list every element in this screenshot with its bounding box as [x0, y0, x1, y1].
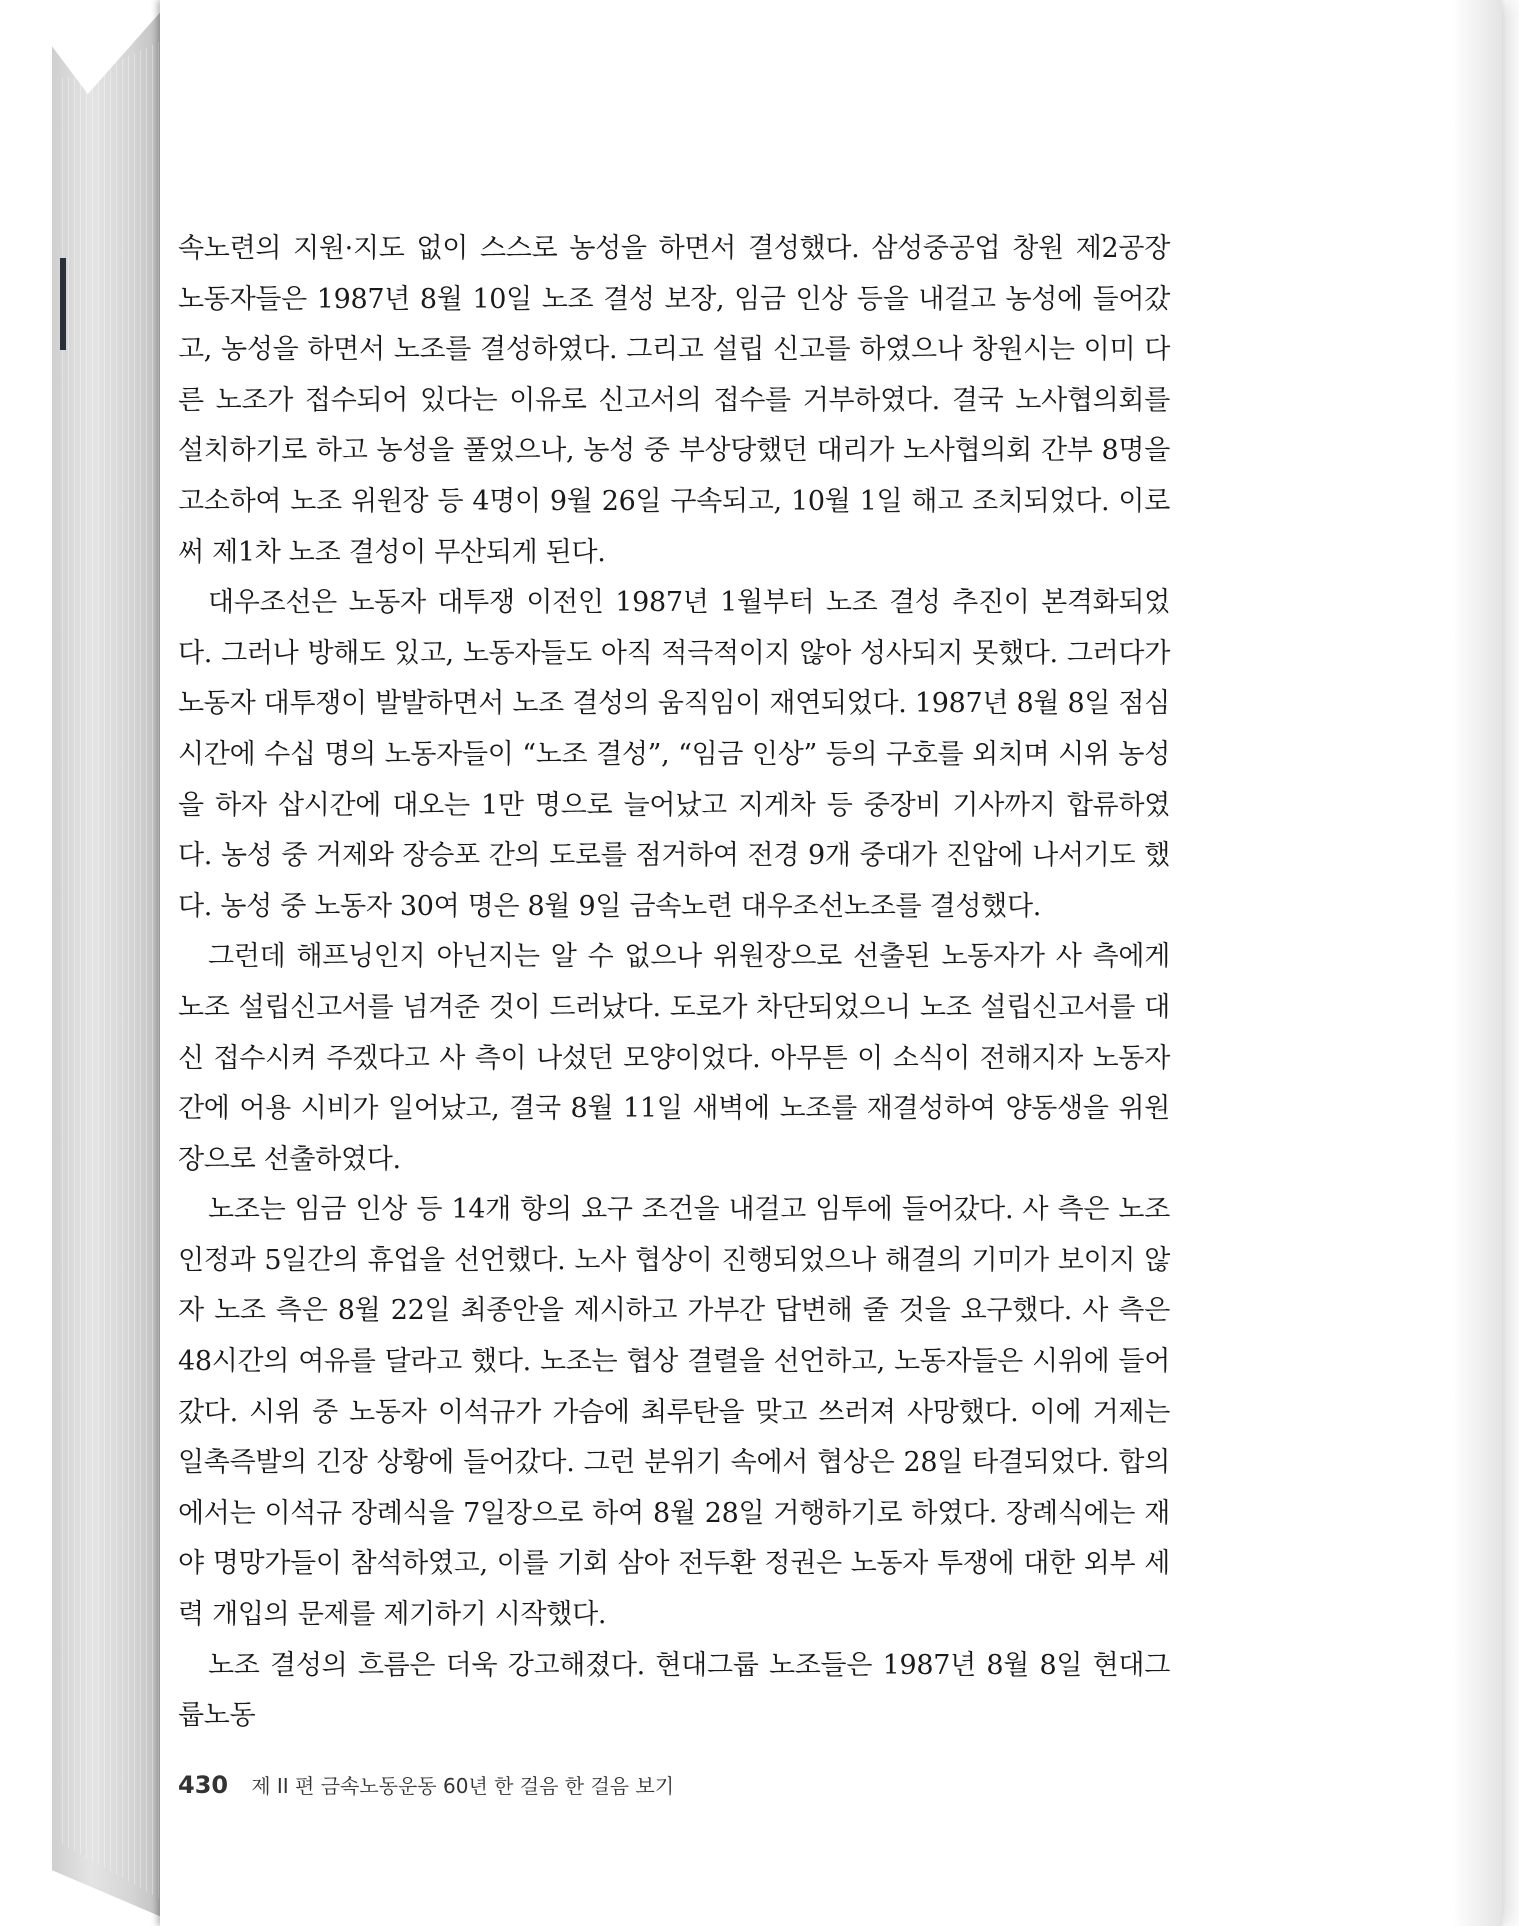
paragraph-5: 노조 결성의 흐름은 더욱 강고해졌다. 현대그룹 노조들은 1987년 8월 8일 현대그룹노동: [178, 1649, 1170, 1732]
paragraph-4: 노조는 임금 인상 등 14개 항의 요구 조건을 내걸고 임투에 들어갔다. 사 측은 노조 인정과 5일간의 휴업을 선언했다. 노사 협상이 진행되었으나 해결의 기미가 보이지 않자 노조 측은 8월 22일 최종안을 제시하고 가부간 답변해 줄 것을 요구했다. 사 측은 48시간의 여유를 달라고 했다. 노조는 협상 결렬을 선언하고, 노동자들은 시위에 들어갔다. 시위 중 노동자 이석규가 가슴에 최루탄을 맞고 쓰러져 사망했다. 이에 거제는 일촉즉발의 긴장 상황에 들어갔다. 그런 분위기 속에서 협상은 28일 타결되었다. 합의에서는 이석규 장례식을 7일장으로 하여 8월 28일 거행하기로 하였다. 장례식에는 재야 명망가들이 참석하였고, 이를 기회 삼아 전두환 정권은 노동자 투쟁에 대한 외부 세력 개입의 문제를 제기하기 시작했다.: [178, 1194, 1170, 1631]
body-text: [178, 224, 1170, 1742]
page-edge-lines: [62, 40, 162, 1900]
paragraph-2: 대우조선은 노동자 대투쟁 이전인 1987년 1월부터 노조 결성 추진이 본격화되었다. 그러나 방해도 있고, 노동자들도 아직 적극적이지 않아 성사되지 못했다. 그러다가 노동자 대투쟁이 발발하면서 노조 결성의 움직임이 재연되었다. 1987년 8월 8일 점심시간에 수십 명의 노동자들이 “노조 결성”, “임금 인상” 등의 구호를 외치며 시위 농성을 하자 삽시간에 대오는 1만 명으로 늘어났고 지게차 등 중장비 기사까지 합류하였다. 농성 중 거제와 장승포 간의 도로를 점거하여 전경 9개 중대가 진압에 나서기도 했다. 농성 중 노동자 30여 명은 8월 9일 금속노련 대우조선노조를 결성했다.: [178, 587, 1170, 922]
page-right-shadow: [1452, 0, 1502, 1926]
page-number: 430: [178, 1771, 229, 1799]
page-footer: [178, 1770, 674, 1799]
paragraph-1: 속노련의 지원·지도 없이 스스로 농성을 하면서 결성했다. 삼성중공업 창원 제2공장 노동자들은 1987년 8월 10일 노조 결성 보장, 임금 인상 등을 내걸고 농성에 들어갔고, 농성을 하면서 노조를 결성하였다. 그리고 설립 신고를 하였으나 창원시는 이미 다른 노조가 접수되어 있다는 이유로 신고서의 접수를 거부하였다. 결국 노사협의회를 설치하기로 하고 농성을 풀었으나, 농성 중 부상당했던 대리가 노사협의회 간부 8명을 고소하여 노조 위원장 등 4명이 9월 26일 구속되고, 10월 1일 해고 조치되었다. 이로써 제1차 노조 결성이 무산되게 된다.: [178, 233, 1170, 568]
bookmark-ribbon: [60, 258, 66, 350]
section-title: 제 II 편 금속노동운동 60년 한 걸음 한 걸음 보기: [251, 1774, 675, 1798]
paragraph-3: 그런데 해프닝인지 아닌지는 알 수 없으나 위원장으로 선출된 노동자가 사 측에게 노조 설립신고서를 넘겨준 것이 드러났다. 도로가 차단되었으니 노조 설립신고서를 대신 접수시켜 주겠다고 사 측이 나섰던 모양이었다. 아무튼 이 소식이 전해지자 노동자 간에 어용 시비가 일어났고, 결국 8월 11일 새벽에 노조를 재결성하여 양동생을 위원장으로 선출하였다.: [178, 941, 1170, 1175]
